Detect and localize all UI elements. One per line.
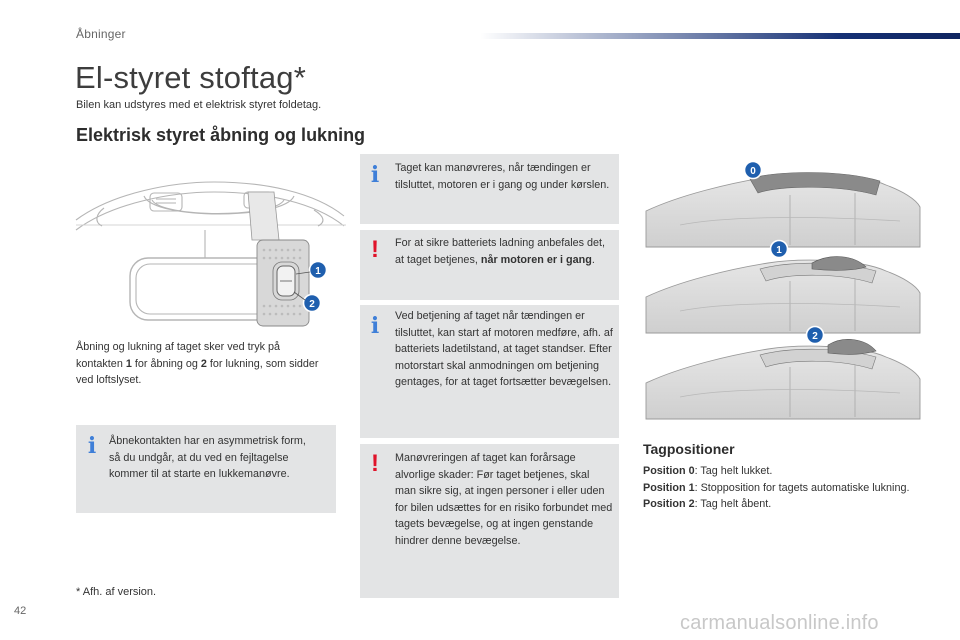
warning-icon: ! [371, 450, 379, 477]
page-number: 42 [14, 605, 27, 617]
note-ignition [360, 154, 619, 224]
note-text: Ved betjening af taget når tændingen er tilsluttet, kan start af motoren medføre, afh. af batteriets ladetilstand, at taget standser. Efter motorstart skal anmodningen om betjening gentages, for at taget fortsætter bevægelsen. [395, 310, 613, 388]
car-position-2 [646, 327, 920, 420]
svg-text:0: 0 [750, 166, 756, 177]
watermark: carmanualsonline.info [680, 612, 879, 634]
switch-badge-1 [310, 262, 327, 279]
note-text: Åbnekontakten har en asymmetrisk form, så du undgår, at du ved en fejltagelse kommer til at starte en lukkemanøvre. [109, 435, 306, 480]
tag-positions-list [643, 463, 913, 513]
key-close: 2 [200, 357, 207, 370]
header-rule [480, 33, 960, 39]
intro-text: Bilen kan udstyres med et elektrisk styret foldetag. [76, 99, 322, 111]
note-danger [360, 444, 619, 598]
svg-text:1: 1 [315, 266, 321, 277]
svg-text:1: 1 [776, 245, 782, 256]
footnote: * Afh. af version. [76, 586, 157, 598]
section-label: Åbninger [76, 27, 126, 41]
position-item: Position 2: Tag helt åbent. [643, 498, 772, 510]
car-position-0 [646, 162, 920, 248]
info-icon: i [87, 433, 97, 459]
note-text: Manøvreringen af taget kan forårsage alvorlige skader: Før taget betjenes, skal man sikre sig, at ingen personer i eller uden for bilen udsættes for en risiko forbundet med tagets bevægelse, og at ingen genstande hindrer denne bevægelse. [395, 452, 613, 547]
note-text: Taget kan manøvreres, når tændingen er tilsluttet, motoren er i gang og under kørslen. [395, 162, 610, 191]
car-position-1 [646, 241, 920, 334]
svg-text:2: 2 [309, 299, 315, 310]
position-item: Position 1: Stopposition for tagets automatiske lukning. [643, 481, 910, 494]
note-motorstart [360, 305, 619, 438]
position-item: Position 0: Tag helt lukket. [643, 465, 773, 477]
section-heading: Elektrisk styret åbning og lukning [76, 125, 366, 145]
warning-icon: ! [371, 236, 379, 263]
page-title: El-styret stoftag* [75, 60, 307, 95]
switch-badge-2 [304, 295, 321, 312]
info-icon: i [370, 313, 380, 339]
info-icon: i [370, 162, 380, 188]
note-asymmetric-switch [76, 425, 336, 513]
key-open: 1 [125, 357, 132, 370]
note-text: For at sikre batteriets ladning anbefales det, at taget betjenes, når motoren er i gang. [395, 237, 606, 266]
tag-positions-heading: Tagpositioner [643, 441, 735, 457]
svg-text:2: 2 [812, 331, 818, 342]
note-battery [360, 230, 619, 300]
console-illustration [74, 170, 346, 330]
roof-positions-illustration [640, 155, 926, 420]
instruction-paragraph: Åbning og lukning af taget sker ved tryk på kontakten 1 for åbning og 2 for lukning, som sidder ved loftslyset. [76, 341, 319, 386]
